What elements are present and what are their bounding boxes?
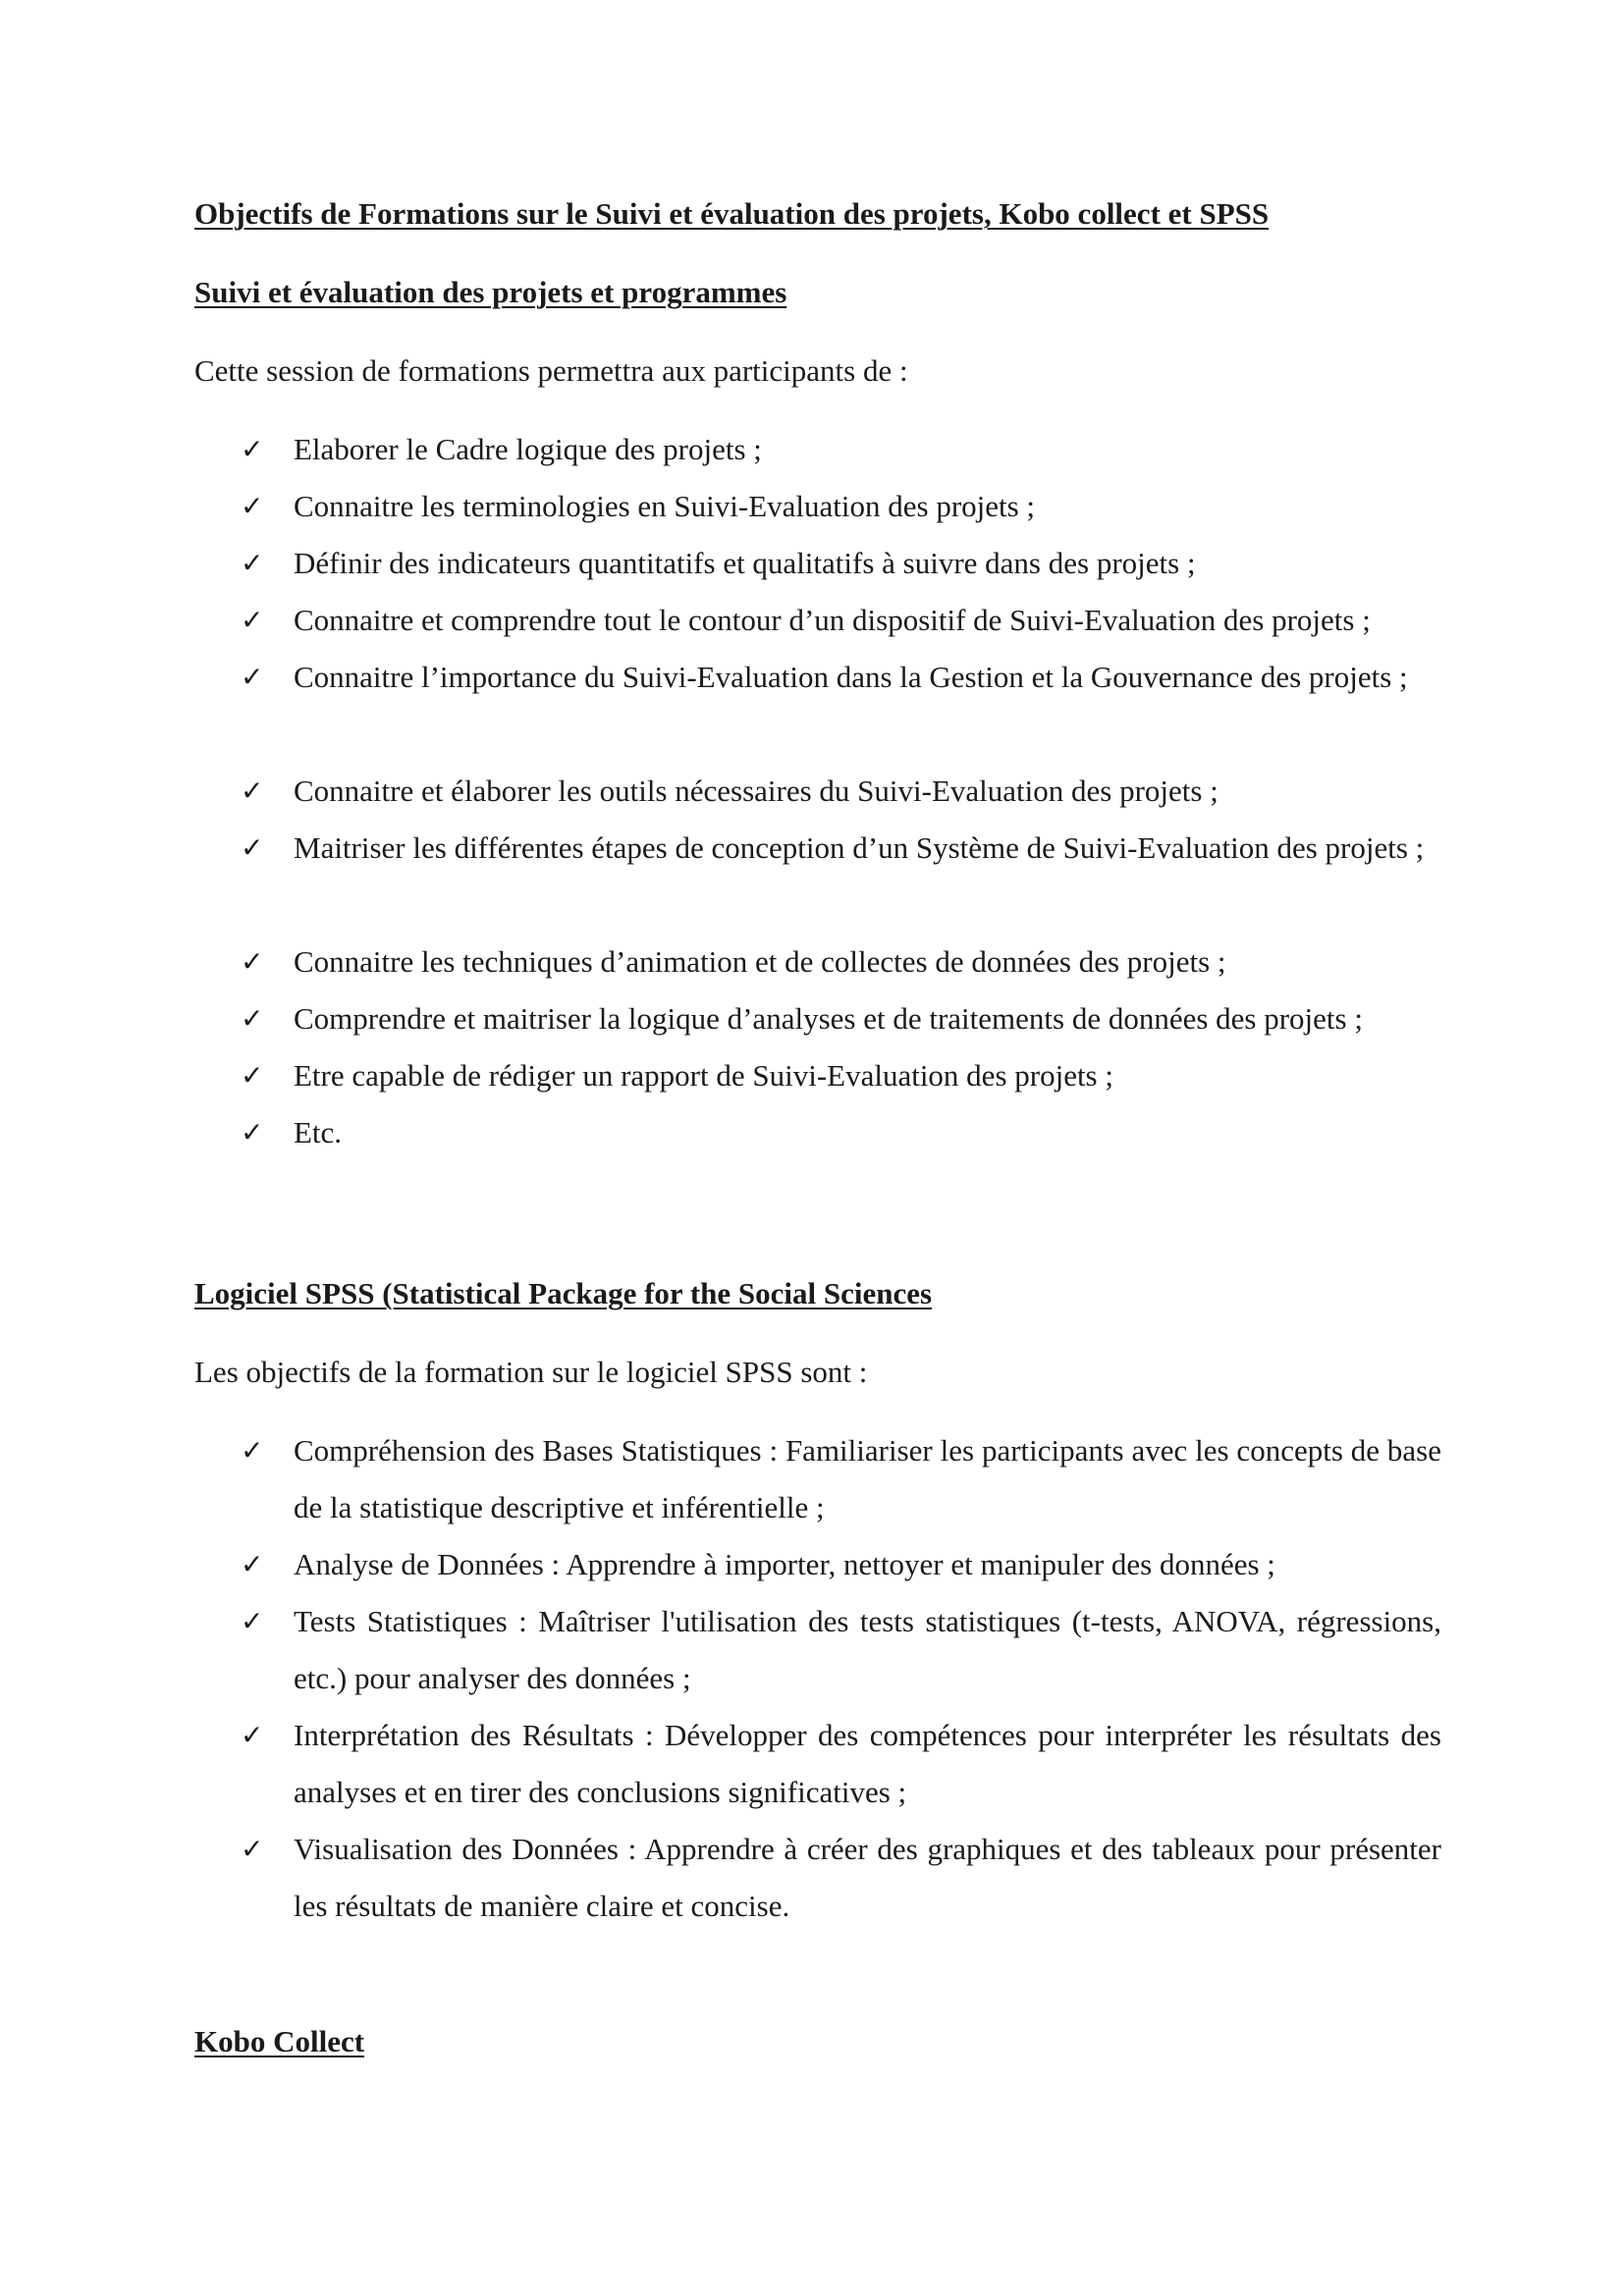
check-icon: ✓ <box>241 1002 264 1035</box>
list-item-text: Connaitre l’importance du Suivi-Evaluation dans la Gestion et la Gouvernance des projets ; <box>294 660 1408 694</box>
list-item-text: Définir des indicateurs quantitatifs et qualitatifs à suivre dans des projets ; <box>294 546 1196 580</box>
check-icon: ✓ <box>241 433 264 465</box>
list-item-text: Interprétation des Résultats : Développer des compétences pour interpréter les résultats des analyses et en tirer des conclusions significatives ; <box>294 1718 1441 1809</box>
list-item-text: Maitriser les différentes étapes de conception d’un Système de Suivi-Evaluation des projets ; <box>294 830 1425 865</box>
list-item <box>241 1821 1441 1935</box>
list-item-text: Visualisation des Données : Apprendre à créer des graphiques et des tableaux pour présenter les résultats de manière claire et concise. <box>294 1832 1441 1923</box>
check-icon: ✓ <box>241 831 264 864</box>
check-icon: ✓ <box>241 1833 264 1865</box>
section-heading-kobo-collect: Kobo Collect <box>194 2024 365 2058</box>
list-item <box>241 592 1441 649</box>
list-item <box>241 535 1441 592</box>
list-item <box>241 1422 1441 1536</box>
list-item <box>241 1536 1441 1593</box>
list-item-text: Connaitre les terminologies en Suivi-Evaluation des projets ; <box>294 489 1036 523</box>
check-icon: ✓ <box>241 1548 264 1580</box>
list-item <box>241 1104 1441 1161</box>
list-item-text: Etre capable de rédiger un rapport de Suivi-Evaluation des projets ; <box>294 1058 1113 1093</box>
list-item-text: Connaitre et élaborer les outils nécessaires du Suivi-Evaluation des projets ; <box>294 774 1218 808</box>
check-icon: ✓ <box>241 774 264 807</box>
list-item-text: Analyse de Données : Apprendre à importer, nettoyer et manipuler des données ; <box>294 1547 1275 1581</box>
list-item <box>241 1047 1441 1104</box>
check-icon: ✓ <box>241 1719 264 1751</box>
check-icon: ✓ <box>241 547 264 579</box>
list-item-text: Comprendre et maitriser la logique d’analyses et de traitements de données des projets ; <box>294 1001 1363 1036</box>
list-item <box>241 934 1441 990</box>
check-icon: ✓ <box>241 1059 264 1092</box>
section-intro-spss: Les objectifs de la formation sur le logiciel SPSS sont : <box>194 1355 868 1389</box>
list-item-text: Elaborer le Cadre logique des projets ; <box>294 432 762 466</box>
section-intro-suivi-evaluation: Cette session de formations permettra aux participants de : <box>194 353 908 388</box>
list-item-text: Etc. <box>294 1115 343 1149</box>
section-heading-spss: Logiciel SPSS (Statistical Package for the Social Sciences <box>194 1276 933 1310</box>
list-item-text: Connaitre et comprendre tout le contour d’un dispositif de Suivi-Evaluation des projets ; <box>294 603 1371 637</box>
list-item <box>241 763 1441 820</box>
list-item <box>241 1707 1441 1821</box>
check-icon: ✓ <box>241 1434 264 1467</box>
list-item <box>241 421 1441 478</box>
check-icon: ✓ <box>241 661 264 693</box>
list-item-text: Connaitre les techniques d’animation et de collectes de données des projets ; <box>294 944 1226 979</box>
list-item <box>241 820 1441 877</box>
check-icon: ✓ <box>241 945 264 978</box>
section-heading-suivi-evaluation: Suivi et évaluation des projets et programmes <box>194 275 787 309</box>
list-item <box>241 478 1441 535</box>
list-item <box>241 990 1441 1047</box>
list-item-text: Compréhension des Bases Statistiques : Familiariser les participants avec les concepts de base de la statistique descriptive et inférentielle ; <box>294 1433 1441 1524</box>
check-icon: ✓ <box>241 604 264 636</box>
check-icon: ✓ <box>241 1116 264 1148</box>
list-item <box>241 649 1441 706</box>
list-item-text: Tests Statistiques : Maîtriser l'utilisation des tests statistiques (t-tests, ANOVA, régressions, etc.) pour analyser des données ; <box>294 1604 1441 1695</box>
list-item <box>241 1593 1441 1707</box>
check-icon: ✓ <box>241 490 264 522</box>
check-icon: ✓ <box>241 1605 264 1637</box>
document-title: Objectifs de Formations sur le Suivi et évaluation des projets, Kobo collect et SPSS <box>194 196 1270 231</box>
